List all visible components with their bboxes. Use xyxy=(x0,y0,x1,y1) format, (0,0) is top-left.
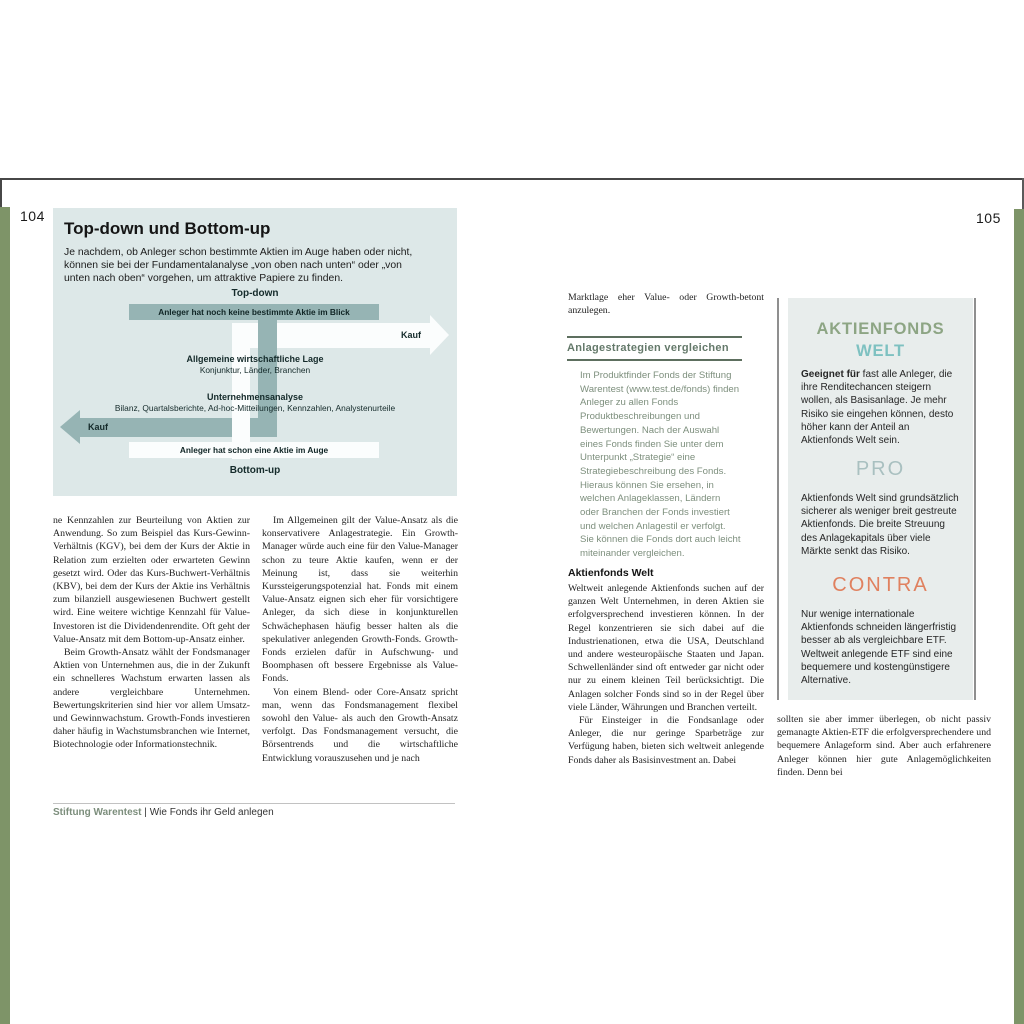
right-arrow-head-icon xyxy=(430,315,449,355)
contra-text: Nur wenige internationale Aktienfonds schneiden längerfristig besser ab als vergleichbare ETF. Weltweit anlegende ETF sind eine bequemere und kostengünstigere Alternative. xyxy=(801,609,957,687)
footer xyxy=(53,807,274,818)
tip-box xyxy=(567,336,742,561)
column2-paragraph: Von einem Blend- oder Core-Ansatz spricht man, wenn das Fondsmanagement flexibel sowohl den Value- als auch den Growth-Ansatz verfolgt. Das Fondsmanagement versucht, die Börsentrends und die wirtschaftliche Entwicklung vorauszusehen und je nach xyxy=(262,686,458,764)
section-heading-aktienfonds-welt: Aktienfonds Welt xyxy=(568,567,654,579)
stage2-subtitle: Bilanz, Quartalsberichte, Ad-hoc-Mitteilungen, Kennzahlen, Analystenurteile xyxy=(114,403,396,413)
footer-book-title: Wie Fonds ihr Geld anlegen xyxy=(149,807,274,818)
top-down-label: Top-down xyxy=(231,288,279,299)
left-arrow-head-icon xyxy=(60,410,80,444)
stage1-title: Allgemeine wirtschaftliche Lage xyxy=(186,354,324,364)
buy-label-left: Kauf xyxy=(88,422,108,432)
page-number-right: 105 xyxy=(976,210,1001,226)
bottom-up-label: Bottom-up xyxy=(229,465,281,476)
pro-text: Aktienfonds Welt sind grundsätzlich sicherer als weniger breit gestreute Aktienfonds. Die breite Streuung des Anlagekapitals über viele Märkte senkt das Risiko. xyxy=(801,493,959,557)
tip-heading: Anlagestrategien vergleichen xyxy=(567,342,729,354)
footer-divider: | xyxy=(144,807,147,818)
tip-rule-under-heading xyxy=(567,359,742,361)
left-margin-bar xyxy=(0,207,10,1024)
column-3-intro xyxy=(568,291,764,317)
column2-paragraph: Im Allgemeinen gilt der Value-Ansatz als die konservativere Anlagestrategie. Ein Growth-Manager würde auch eine für den Value-Manager schon zu teure Aktie kaufen, wenn er der Meinung ist, dass sie weiterhin Kurssteigerungspotenzial hat. Fonds mit einem Value-Ansatz eignen sich eher für vorsichtigere Anleger, da sich diese in konjunkturellen Schwächephasen häufig besser halten als die spekulativer anlegenden Growth-Fonds. Growth-Fonds erzielen dafür in Aufschwung- und Boomphasen oft bessere Ergebnisse als Value-Fonds. xyxy=(262,515,458,685)
column3-intro-paragraph: Marktlage eher Value- oder Growth-betont anzulegen. xyxy=(568,292,764,317)
pro-label: PRO xyxy=(855,458,906,480)
column-3 xyxy=(568,582,764,767)
column3-paragraph: Weltweit anlegende Aktienfonds suchen auf der ganzen Welt Unternehmen, in deren Aktien sie erfolgversprechend investieren können. In der Regel konzentrieren sie sich dabei auf die Industrienationen, etwa die USA, Deutschland und andere westeuropäische Staaten und Japan. Schwellenländer sind oft entweder gar nicht oder nur zu einem kleinen Teil berücksichtigt. Die Anlagen solcher Fonds sind so in der Regel über viele Länder, Währungen und Branchen verteilt. xyxy=(568,583,764,713)
infobox-suitability-text: fast alle Anleger, die ihre Renditechancen steigern wollen, als Basisanlage. Je mehr Risiko sie eingehen können, desto höher kann der Anteil an Aktienfonds Welt sein. xyxy=(801,369,954,447)
infographic-intro: Je nachdem, ob Anleger schon bestimmte Aktien im Auge haben oder nicht, können sie bei der Fundamentalanalyse „von oben nach unten“ oder „von unten nach oben“ vorgehen, um attraktive Papiere zu finden. xyxy=(64,247,413,285)
page-edge-top xyxy=(0,178,1024,180)
column-1 xyxy=(53,514,250,752)
infobox-title-line2: WELT xyxy=(856,342,905,360)
infobox-suitability-lead: Geeignet für xyxy=(801,369,860,380)
aktienfonds-welt-infobox xyxy=(788,298,973,700)
infographic-title: Top-down und Bottom-up xyxy=(64,219,271,238)
column-4 xyxy=(777,713,991,779)
has-stock-bar: Anleger hat schon eine Aktie im Auge xyxy=(129,442,379,458)
column1-paragraph: ne Kennzahlen zur Beurteilung von Aktien zur Anwendung. So zum Beispiel das Kurs-Gewinn-Verhältnis (KGV), bei dem der Kurs der Aktie in Relation zum erzielten oder erwarteten Gewinn gesetzt wird. Oder das Kurs-Buchwert-Verhältnis (KBV), bei dem der Kurs der Aktie ins Verhältnis zum bilanziell ausgewiesenen Buchwert gestellt wird. Eine weitere wichtige Kennzahl für Value-Investoren ist die Dividendenrendite. Oft geht der Value-Ansatz mit dem Bottom-up-Ansatz einher. xyxy=(53,515,250,645)
stage1-subtitle: Konjunktur, Länder, Branchen xyxy=(199,365,311,375)
stage2-title: Unternehmensanalyse xyxy=(206,392,304,402)
bottom-up-flow-band xyxy=(232,323,250,459)
right-margin-bar xyxy=(1014,209,1024,1024)
column-2 xyxy=(262,514,458,765)
column4-paragraph: sollten sie aber immer überlegen, ob nicht passiv gemanagte Aktien-ETF die erfolgversprechendere und bequemere Anlageform sind. Aber auch erfahrenere Anleger können hier gute Anlagemöglichkeiten finden. Denn bei xyxy=(777,714,991,778)
column1-paragraph: Beim Growth-Ansatz wählt der Fondsmanager Aktien von Unternehmen aus, die in der Zukunft ein schnelleres Wachstum erwarten lassen als andere vergleichbare Unternehmen. Bewertungskriterien sind hier vor allem Umsatz- und Gewinnwachstum. Growth-Fonds investieren daher häufig in Wachstumsbranchen wie Internet, Biotechnologie oder Informationstechnik. xyxy=(53,647,250,751)
infobox-suitability xyxy=(801,368,961,447)
tip-body: Im Produktfinder Fonds der Stiftung Warentest (www.test.de/fonds) finden Anleger zu allen Fonds Produktbeschreibungen und Bewertungen. Nach der Auswahl eines Fonds finden Sie unter dem Unterpunkt „Strategie“ eine Strategiebeschreibung des Fonds. Hieraus können Sie ersehen, in welchen Anlageklassen, Ländern oder Branchen der Fonds investiert und welchen Anlagestil er verfolgt. Sie können die Fonds dort auch leicht miteinander vergleichen. xyxy=(580,370,741,560)
buy-label-right: Kauf xyxy=(401,330,421,340)
contra-label: CONTRA xyxy=(832,574,929,596)
column3-paragraph: Für Einsteiger in die Fondsanlage oder Anleger, die nur geringe Sparbeträge zur Verfügung haben, bieten sich weltweit anlegende Fonds daher als Basisinvestment an. Dabei xyxy=(568,715,764,766)
no-stock-yet-bar: Anleger hat noch keine bestimmte Aktie im Blick xyxy=(129,304,379,320)
footer-brand: Stiftung Warentest xyxy=(53,807,142,818)
tip-rule-top xyxy=(567,336,742,338)
topdown-bottomup-infographic xyxy=(53,208,457,496)
infobox-rule-right xyxy=(974,298,976,700)
infobox-title-line1: AKTIENFONDS xyxy=(816,320,945,338)
footer-rule xyxy=(53,803,455,804)
infobox-rule-left xyxy=(777,298,779,700)
page-number-left: 104 xyxy=(20,208,45,224)
